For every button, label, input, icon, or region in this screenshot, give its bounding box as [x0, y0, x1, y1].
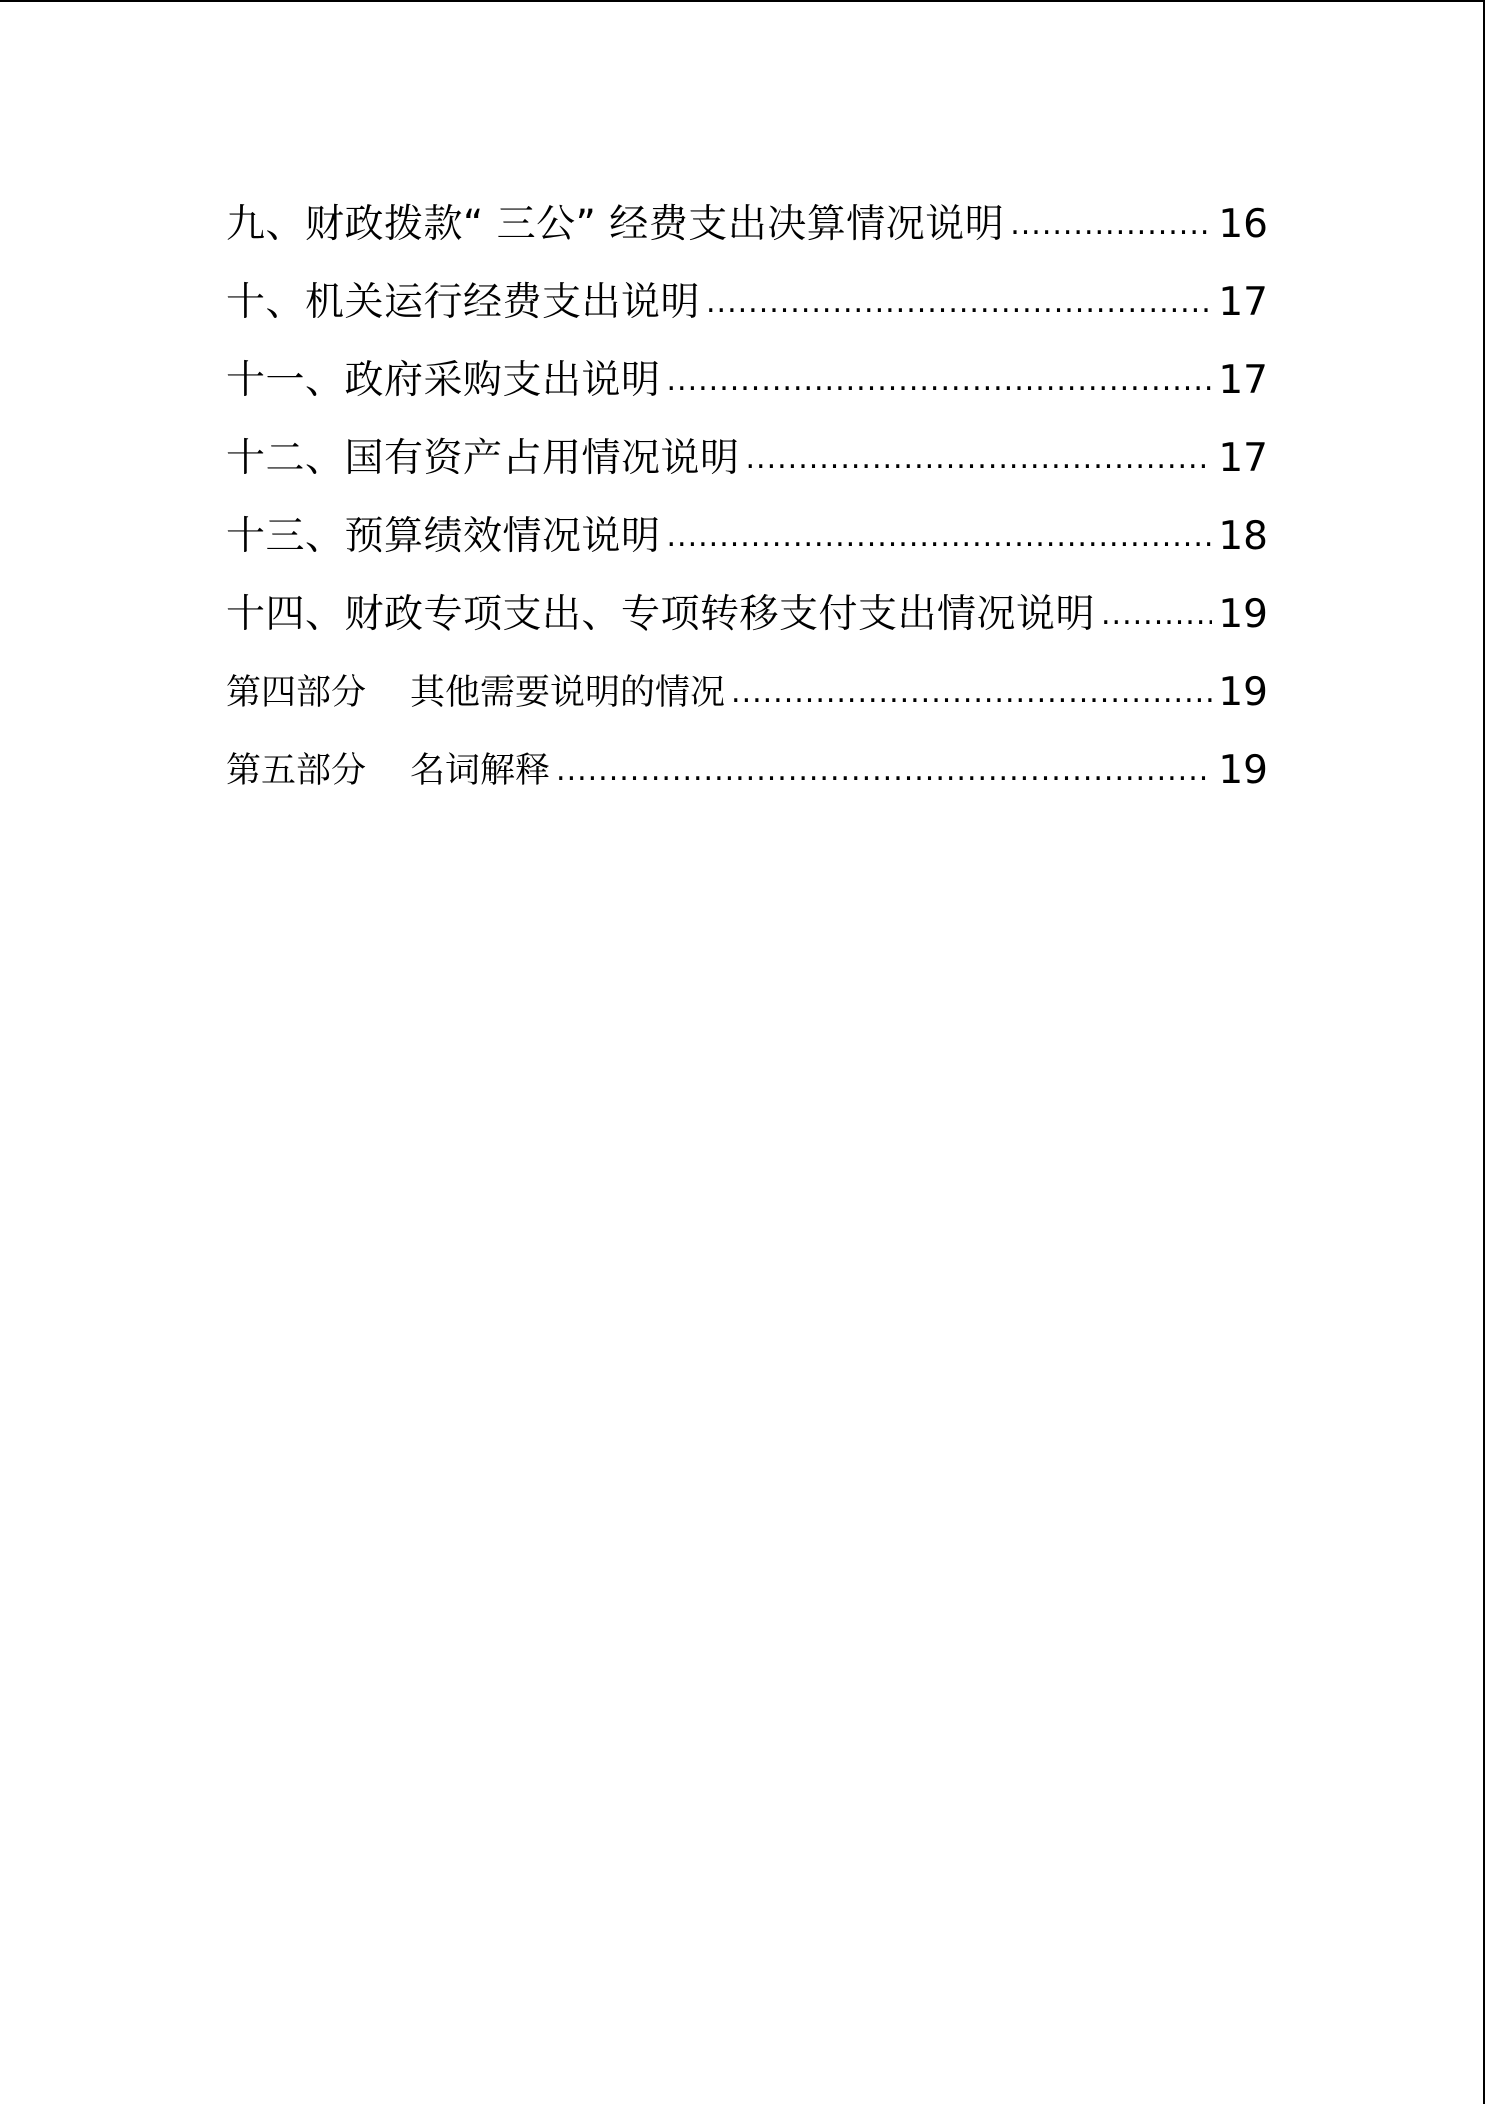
dot-leader	[746, 420, 1213, 498]
toc-entry-part-4[interactable]	[226, 654, 1268, 732]
dot-leader	[556, 732, 1212, 810]
toc-entry-page-number: 19	[1218, 670, 1268, 715]
toc-entry-title: 十、机关运行经费支出说明	[226, 280, 701, 325]
toc-entry-page-number: 18	[1218, 514, 1268, 559]
toc-part-label: 第五部分	[226, 751, 367, 791]
toc-part-label: 第四部分	[226, 673, 367, 713]
table-of-contents	[226, 186, 1268, 810]
toc-entry-14[interactable]	[226, 576, 1268, 654]
toc-entry-page-number: 17	[1218, 436, 1268, 481]
toc-part-title: 名词解释	[410, 751, 551, 791]
toc-entry-page-number: 17	[1218, 358, 1268, 403]
toc-entry-9[interactable]	[226, 186, 1268, 264]
dot-leader	[1101, 576, 1212, 654]
toc-entry-title: 十三、预算绩效情况说明	[226, 514, 661, 559]
dot-leader	[1010, 186, 1212, 264]
toc-entry-page-number: 17	[1218, 280, 1268, 325]
toc-entry-13[interactable]	[226, 498, 1268, 576]
toc-entry-title: 十二、国有资产占用情况说明	[226, 436, 740, 481]
toc-entry-page-number: 16	[1218, 202, 1268, 247]
toc-entry-12[interactable]	[226, 420, 1268, 498]
toc-entry-title: 十四、财政专项支出、专项转移支付支出情况说明	[226, 592, 1096, 637]
toc-entry-title	[226, 732, 556, 810]
toc-entry-page-number: 19	[1218, 748, 1268, 793]
dot-leader	[706, 264, 1212, 342]
toc-entry-page-number: 19	[1218, 592, 1268, 637]
toc-entry-10[interactable]	[226, 264, 1268, 342]
dot-leader	[731, 654, 1212, 732]
toc-part-title: 其他需要说明的情况	[410, 673, 726, 713]
dot-leader	[667, 342, 1213, 420]
toc-entry-title: 九、财政拨款“ 三公” 经费支出决算情况说明	[226, 202, 1005, 247]
dot-leader	[667, 498, 1213, 576]
toc-entry-title	[226, 654, 731, 732]
toc-entry-title: 十一、政府采购支出说明	[226, 358, 661, 403]
toc-entry-part-5[interactable]	[226, 732, 1268, 810]
toc-entry-11[interactable]	[226, 342, 1268, 420]
